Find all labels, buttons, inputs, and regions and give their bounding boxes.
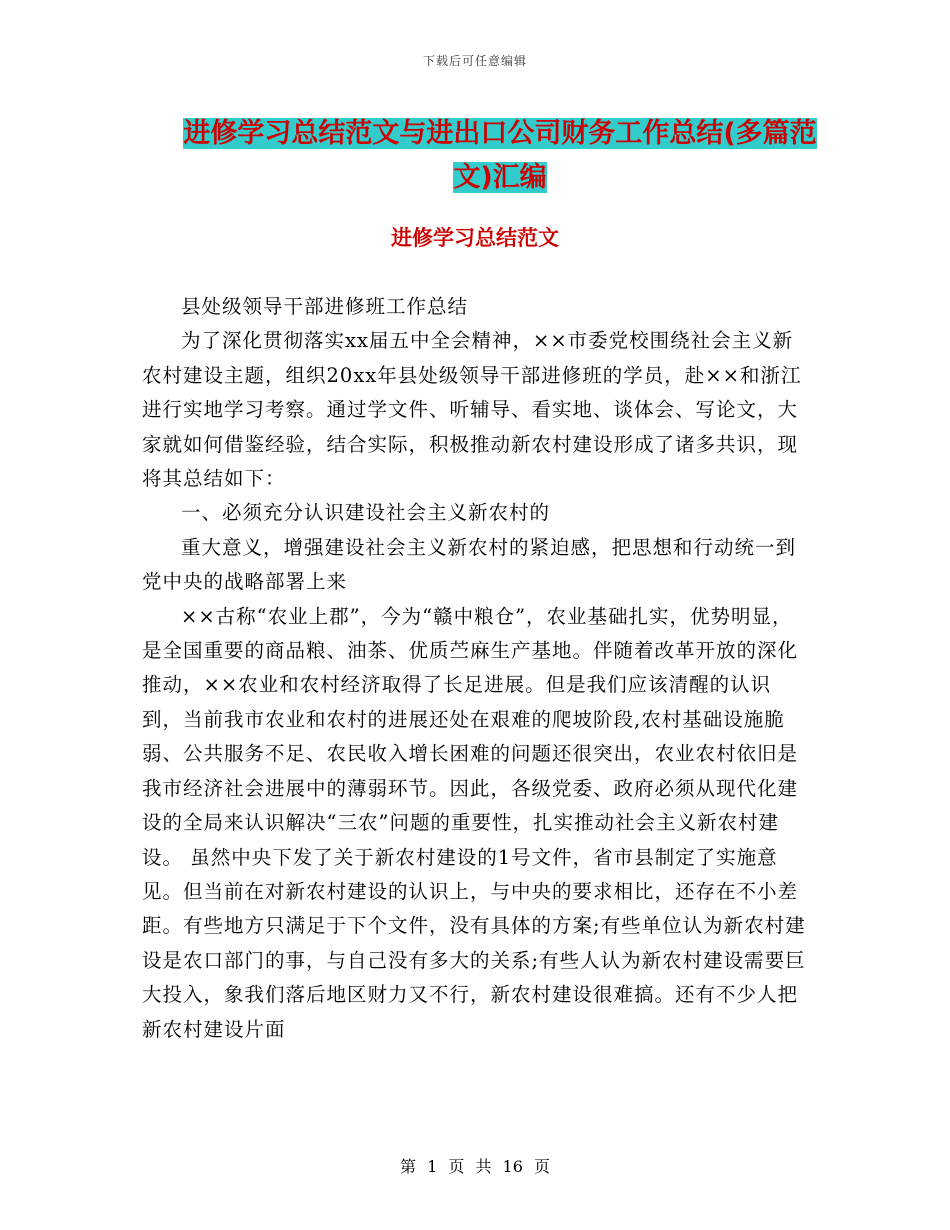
header-note: 下载后可任意编辑 bbox=[422, 54, 527, 68]
paragraph: ××古称“农业上郡”，今为“赣中粮仓”，农业基础扎实，优势明显，是全国重要的商品粮、油茶、优质苎麻生产基地。伴随着改革开放的深化推动，××农业和农村经济取得了长足进展。但是我们应该清醒的认识到，当前我市农业和农村的进展还处在艰难的爬坡阶段,农村基础设施脆弱、公共服务不足、农民收入增长困难的问题还很突出，农业农村依旧是我市经济社会进展中的薄弱环节。因此，各级党委、政府必须从现代化建设的全局来认识解决“三农”问题的重要性，扎实推动社会主义新农村建设。 虽然中央下发了关于新农村建设的1号文件，省市县制定了实施意见。但当前在对新农村建设的认识上，与中央的要求相比，还存在不小差距。有些地方只满足于下个文件，没有具体的方案;有些单位认为新农村建设是农口部门的事，与自己没有多大的关系;有些人认为新农村建设需要巨大投入，象我们落后地区财力又不行，新农村建设很难搞。还有不少人把新农村建设片面 bbox=[142, 604, 806, 1041]
document-title-text: 进修学习总结范文与进出口公司财务工作总结(多篇范文)汇编 bbox=[183, 118, 817, 193]
paragraph: 重大意义，增强建设社会主义新农村的紧迫感，把思想和行动统一到党中央的战略部署上来 bbox=[142, 535, 797, 594]
document-title bbox=[180, 112, 820, 200]
section-title: 进修学习总结范文 bbox=[391, 226, 559, 250]
paragraph: 县处级领导干部进修班工作总结 bbox=[181, 295, 469, 318]
page-number-footer: 第 1 页 共 16 页 bbox=[400, 1157, 550, 1176]
paragraph: 一、必须充分认识建设社会主义新农村的 bbox=[181, 501, 551, 525]
paragraph: 为了深化贯彻落实xx届五中全会精神，××市委党校围绕社会主义新农村建设主题，组织20xx年县处级领导干部进修班的学员，赴××和浙江进行实地学习考察。通过学文件、听辅导、看实地、谈体会、写论文，大家就如何借鉴经验，结合实际，积极推动新农村建设形成了诸多共识，现将其总结如下： bbox=[142, 329, 802, 491]
document-body bbox=[142, 290, 808, 1047]
